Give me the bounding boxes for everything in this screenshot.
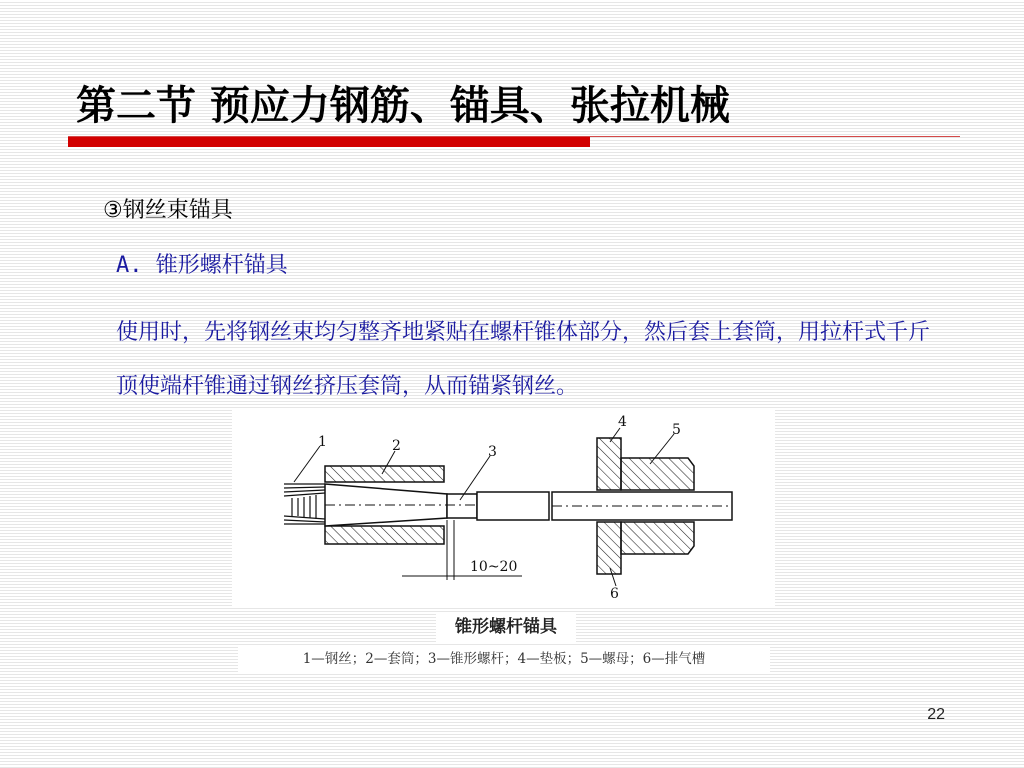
label-1: 1 bbox=[318, 434, 327, 450]
title-underline-bar bbox=[68, 137, 590, 147]
label-3: 3 bbox=[488, 444, 497, 460]
item-heading: A. 锥形螺杆锚具 bbox=[116, 253, 288, 278]
steel-wires bbox=[284, 484, 325, 524]
page-number: 22 bbox=[927, 706, 945, 723]
label-2: 2 bbox=[392, 438, 401, 454]
figure-legend: 1—钢丝；2—套筒；3—锥形螺杆；4—垫板；5—螺母；6—排气槽 bbox=[238, 646, 770, 672]
anchor-diagram bbox=[232, 408, 775, 608]
label-5: 5 bbox=[672, 422, 681, 438]
label-4: 4 bbox=[618, 414, 627, 430]
dimension-label: 10~20 bbox=[470, 559, 518, 575]
section-subheading: ③钢丝束锚具 bbox=[103, 198, 233, 223]
figure-title: 锥形螺杆锚具 bbox=[436, 612, 576, 642]
label-6: 6 bbox=[610, 586, 619, 602]
slide-title: 第二节 预应力钢筋、锚具、张拉机械 bbox=[76, 83, 730, 129]
body-paragraph: 使用时，先将钢丝束均匀整齐地紧贴在螺杆锥体部分，然后套上套筒，用拉杆式千斤顶使端杆锥通过钢丝挤压套筒，从而锚紧钢丝。 bbox=[116, 320, 931, 399]
